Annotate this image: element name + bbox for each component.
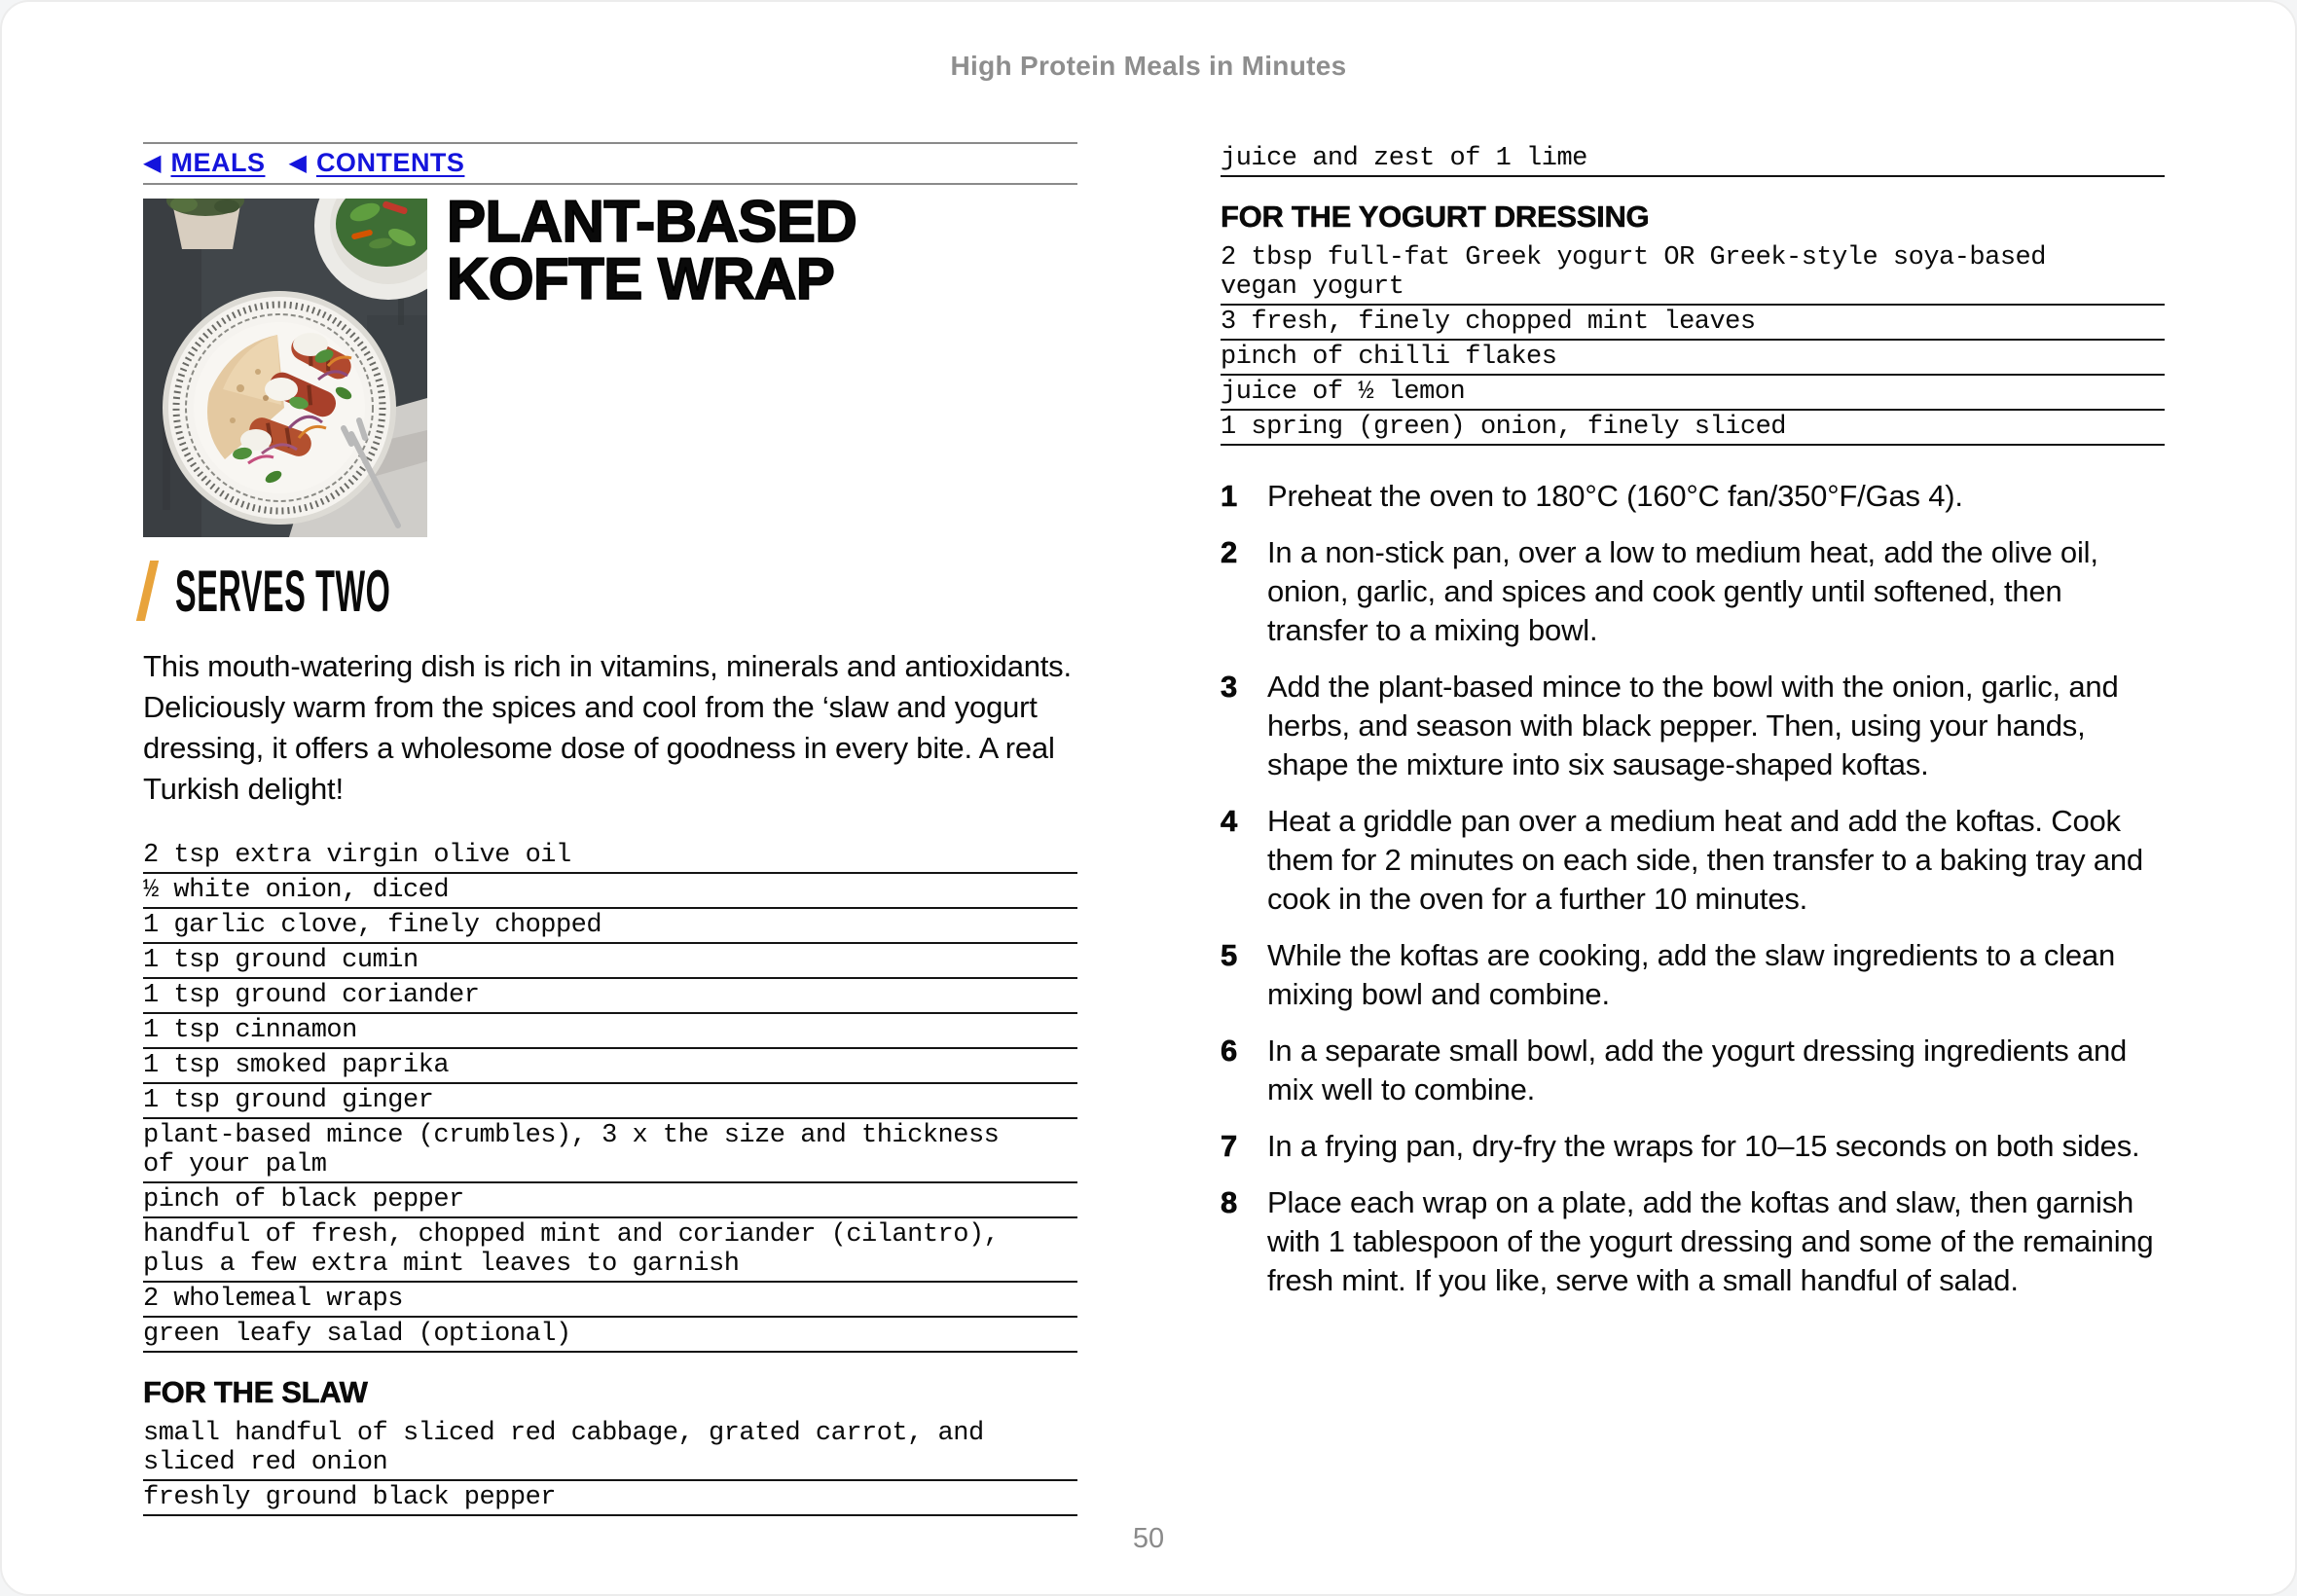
step-text: In a frying pan, dry-fry the wraps for 10–15 seconds on both sides. — [1267, 1129, 2140, 1163]
page-number: 50 — [1132, 1523, 1165, 1554]
ingredient-row — [143, 1119, 1077, 1183]
step-number: 6 — [1221, 1034, 1238, 1068]
ingredient-line: small handful of sliced red cabbage, grated carrot, and — [143, 1419, 984, 1448]
ingredient-line: 1 tsp ground coriander — [143, 981, 480, 1010]
ingredient-line: juice of ½ lemon — [1221, 378, 1466, 407]
ingredient-row — [1221, 241, 2165, 306]
step-number: 1 — [1221, 479, 1238, 513]
ingredient-line: 1 tsp cinnamon — [143, 1016, 357, 1045]
instruction-step — [1221, 1183, 2165, 1300]
yogurt-dressing-heading: FOR THE YOGURT DRESSING — [1221, 200, 1650, 234]
recipe-title-line2: KOFTE WRAP — [447, 246, 835, 311]
nav-link-meals[interactable]: MEALS — [170, 148, 266, 177]
ingredient-line: 1 tsp ground cumin — [143, 946, 419, 975]
step-text: In a non-stick pan, over a low to medium heat, add the olive oil, onion, garlic, and spices and cook gently until softened, then transfer to a mixing bowl. — [1267, 535, 2098, 647]
step-text: Add the plant-based mince to the bowl with the onion, garlic, and herbs, and season with black pepper. Then, using your hands, shape the mixture into six sausage-shaped koftas. — [1267, 670, 2119, 781]
instruction-step — [1221, 936, 2165, 1014]
ingredient-line: 1 garlic clove, finely chopped — [143, 911, 602, 940]
back-triangle-icon: ◀ — [143, 150, 162, 176]
ingredient-line: 2 tbsp full-fat Greek yogurt OR Greek-style soya-based — [1221, 243, 2046, 272]
hero-row — [143, 189, 1077, 537]
right-column — [1221, 142, 2165, 1516]
serves-label: SERVES TWO — [175, 559, 391, 625]
ingredient-row — [1221, 341, 2165, 376]
ingredient-line: 3 fresh, finely chopped mint leaves — [1221, 308, 1756, 337]
instruction-step — [1221, 1127, 2165, 1166]
ingredient-line: 1 tsp ground ginger — [143, 1086, 434, 1115]
ingredient-row — [1221, 142, 2165, 177]
step-text: While the koftas are cooking, add the slaw ingredients to a clean mixing bowl and combine. — [1267, 938, 2116, 1011]
ingredient-line: freshly ground black pepper — [143, 1483, 556, 1512]
ingredient-list-slaw — [143, 1417, 1077, 1516]
recipe-title — [447, 189, 857, 537]
ingredient-line: 1 spring (green) onion, finely sliced — [1221, 413, 1786, 442]
step-number: 4 — [1221, 804, 1238, 838]
ingredient-row — [143, 839, 1077, 874]
left-column — [143, 142, 1077, 1516]
recipe-description: This mouth-watering dish is rich in vitamins, minerals and antioxidants. Deliciously warm from the spices and cool from the ‘slaw and yogurt dressing, it offers a wholesome dose of goodness in every bite. A real Turkish delight! — [143, 649, 1072, 806]
ingredient-row — [1221, 411, 2165, 446]
ingredient-row — [143, 1049, 1077, 1084]
ingredient-line: pinch of chilli flakes — [1221, 343, 1557, 372]
ingredient-row — [143, 1283, 1077, 1318]
ingredient-row — [143, 874, 1077, 909]
ingredient-line: pinch of black pepper — [143, 1185, 464, 1215]
recipe-photo — [143, 199, 427, 537]
step-number: 8 — [1221, 1185, 1238, 1219]
ingredient-row — [143, 1014, 1077, 1049]
ingredient-row — [143, 944, 1077, 979]
instruction-step — [1221, 1032, 2165, 1109]
ingredient-list-yogurt — [1221, 241, 2165, 446]
ingredient-line: 1 tsp smoked paprika — [143, 1051, 450, 1080]
ingredient-row — [143, 1218, 1077, 1283]
ingredient-line: 2 tsp extra virgin olive oil — [143, 841, 571, 870]
accent-slash-icon — [136, 561, 159, 621]
breadcrumb-nav — [143, 142, 1077, 185]
ingredient-line: of your palm — [143, 1150, 327, 1179]
step-number: 5 — [1221, 938, 1238, 972]
page-columns — [143, 142, 2165, 1516]
step-number: 2 — [1221, 535, 1238, 569]
slaw-heading: FOR THE SLAW — [143, 1375, 368, 1409]
ingredient-row — [143, 1481, 1077, 1516]
ingredient-line: 2 wholemeal wraps — [143, 1285, 403, 1314]
instruction-step — [1221, 477, 2165, 516]
ingredient-row — [143, 1084, 1077, 1119]
ingredient-line: juice and zest of 1 lime — [1221, 144, 1587, 173]
serves-row — [143, 559, 1077, 625]
instruction-step — [1221, 533, 2165, 650]
recipe-title-line1: PLANT-BASED — [447, 189, 857, 254]
instructions-list — [1221, 477, 2165, 1300]
step-text: Preheat the oven to 180°C (160°C fan/350°F/Gas 4). — [1267, 479, 1963, 513]
instruction-step — [1221, 668, 2165, 784]
ingredient-row — [1221, 306, 2165, 341]
step-text: In a separate small bowl, add the yogurt dressing ingredients and mix well to combine. — [1267, 1034, 2128, 1106]
ingredient-row — [143, 1183, 1077, 1218]
back-triangle-icon: ◀ — [288, 150, 307, 176]
ingredient-list-main — [143, 839, 1077, 1353]
ingredient-row — [143, 909, 1077, 944]
ingredient-row — [143, 1417, 1077, 1481]
ingredient-row — [1221, 376, 2165, 411]
instruction-step — [1221, 802, 2165, 919]
book-title: High Protein Meals in Minutes — [950, 51, 1347, 81]
ingredient-line: plant-based mince (crumbles), 3 x the size and thickness — [143, 1121, 1000, 1150]
ingredient-line: sliced red onion — [143, 1448, 388, 1477]
step-text: Heat a griddle pan over a medium heat and add the koftas. Cook them for 2 minutes on each side, then transfer to a baking tray and cook in the oven for a further 10 minutes. — [1267, 804, 2143, 916]
ingredient-line: handful of fresh, chopped mint and coriander (cilantro), — [143, 1220, 1000, 1250]
ingredient-line: plus a few extra mint leaves to garnish — [143, 1250, 740, 1279]
ingredient-line: vegan yogurt — [1221, 272, 1404, 302]
step-text: Place each wrap on a plate, add the koftas and slaw, then garnish with 1 tablespoon of the yogurt dressing and some of the remaining fresh mint. If you like, serve with a small handful of salad. — [1267, 1185, 2154, 1297]
ingredient-line: ½ white onion, diced — [143, 876, 450, 905]
step-number: 3 — [1221, 670, 1238, 704]
ingredient-row — [143, 979, 1077, 1014]
step-number: 7 — [1221, 1129, 1238, 1163]
ingredient-line: green leafy salad (optional) — [143, 1320, 571, 1349]
ingredient-row — [143, 1318, 1077, 1353]
ingredient-list-continued — [1221, 142, 2165, 177]
nav-link-contents[interactable]: CONTENTS — [315, 148, 465, 177]
